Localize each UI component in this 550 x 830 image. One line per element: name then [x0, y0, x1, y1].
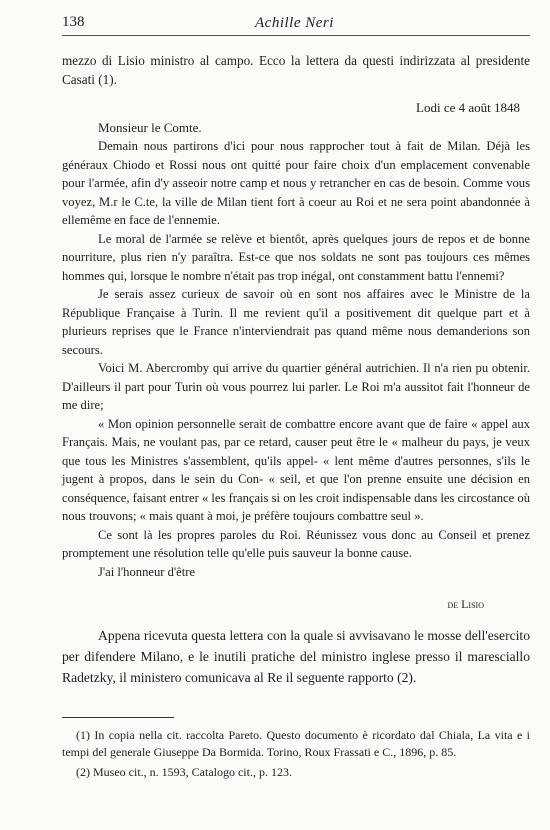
footnote-1: (1) In copia nella cit. raccolta Pareto. Questo documento è ricordato dal Chiala, La vita e i tempi del generale Giuseppe Da Bormida. Torino, Roux Frassati e C., 1896, p. 85.	[62, 728, 530, 759]
page-number: 138	[62, 14, 85, 30]
letter-paragraph: Voici M. Abercromby qui arrive du quartier général autrichien. Il n'a rien pu obtenir. D'ailleurs il part pour Turin où vous pourrez lui parler. Le Roi m'a aussitot fait l'honneur de me dire;	[62, 361, 530, 412]
running-head-author: Achille Neri	[255, 15, 334, 31]
letter-salutation: Monsieur le Comte.	[98, 120, 202, 135]
intro-paragraph: mezzo di Lisio ministro al campo. Ecco la lettera da questi indirizzata al presidente Casati (1).	[62, 53, 530, 87]
letter-paragraph: Demain nous partirons d'ici pour nous rapprocher tout à fait de Milan. Déjà les généraux Chiodo et Rossi nous ont quitté pour faire choix d'un emplacement convenable pour l'armée, afin d'y asseoir notre camp et nous y retrancher en cas de besoin. Comme vous voyez, M.r le C.te, la ville de Milan tient fort à coeur au Roi et ne sera point abandonnée à ellemême en face de l'ennemie.	[62, 139, 530, 227]
letter-signature: de Lisio	[447, 597, 484, 611]
letter-paragraph: Le moral de l'armée se relève et bientôt, après quelques jours de repos et de bonne nourriture, plus rien n'y paraîtra. Est-ce que nos soldats ne sont pas toujours ces mêmes hommes qui, lorsque le nombre n'était pas trop inégal, ont constamment battu l'ennemi?	[62, 231, 530, 283]
letter-body	[62, 137, 530, 581]
letter-paragraph: Je serais assez curieux de savoir où en sont nos affaires avec le Ministre de la République Française à Turin. Il me revient qu'il a positivement dit quelque part et à plurieurs reprises que le France n'interviendrait pas quand même nous demanderions son secours.	[62, 287, 530, 357]
narrative-text	[62, 625, 530, 688]
footnotes	[62, 727, 530, 783]
letter-date: Lodi ce 4 août 1848	[416, 100, 520, 115]
letter-paragraph: Ce sont là les propres paroles du Roi. Réunissez vous donc au Conseil et prenez promptement une résolution telle qu'elle puis sauveur la bonne cause.	[62, 527, 530, 560]
header-rule	[62, 35, 530, 36]
intro-text	[62, 52, 530, 89]
letter-closing: J'ai l'honneur d'être	[98, 564, 196, 579]
footnote-rule	[62, 717, 174, 718]
king-quote: « Mon opinion personnelle serait de combattre encore avant que de faire « appel aux Français. Mais, ne voulant pas, par ce retard, causer peut être le « malheur du pays, je veux que tous les Ministres s'assemblent, qu'ils appel- « lent même d'autres personnes, s'ils le jugent à propos, dans le sein du Con- « seil, et que l'on prenne ensuite une décision en conséquence, faisant entrer « les français si on les croit indispensable dans les circostance où nous trouvons; « mais quant à moi, je préfère toujours combattre seul ».	[62, 416, 530, 523]
footnote-2: (2) Museo cit., n. 1593, Catalogo cit., p. 123.	[76, 765, 292, 779]
narrative-paragraph: Appena ricevuta questa lettera con la quale si avvisavano le mosse dell'esercito per difendere Milano, e le inutili pratiche del ministro inglese presso il maresciallo Radetzky, il ministero comunicava al Re il seguente rapporto (2).	[62, 628, 530, 685]
